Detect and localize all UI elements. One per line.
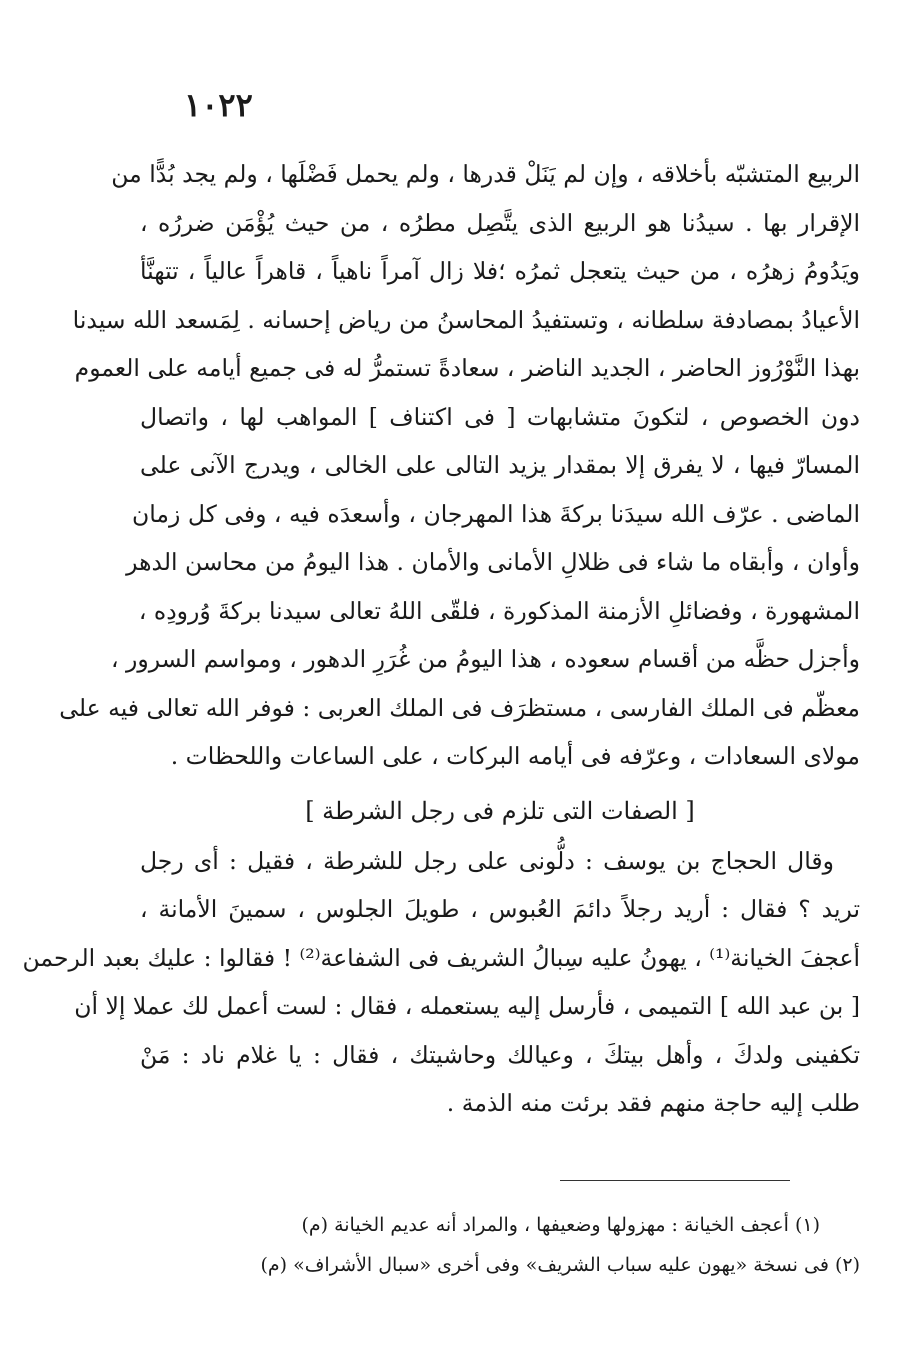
text-line: تريد ؟ فقال : أريد رجلاً دائمَ العُبوس ، طويلَ الجلوس ، سمينَ الأمانة ، [140,895,860,923]
text-line: الماضى . عرّف الله سيدَنا بركةَ هذا المهرجان ، وأسعدَه فيه ، وفى كل زمان [132,499,860,528]
text-line: تكفينى ولدكَ ، وأهل بيتكَ ، وعيالك وحاشيتك ، فقال : يا غلام ناد : مَنْ [140,1040,860,1069]
text-line: بهذا النَّوْرُوز الحاضر ، الجديد الناضر ، سعادةً تستمرُّ له فى جميع أيامه على العموم [74,354,860,382]
page-number: ١٠٢٢ [184,86,253,124]
text-line: طلب إليه حاجة منهم فقد برئت منه الذمة . [446,1089,860,1117]
text-line: الأعيادُ بمصادفة سلطانه ، وتستفيدُ المحاسنُ من رياض إحسانه . لِمَسعد الله سيدنا [72,305,860,334]
text-line: معظّم فى الملك الفارسى ، مستظرَف فى الملك العربى : فوفر الله تعالى فيه على [59,693,860,722]
text-line: [ بن عبد الله ] التميمى ، فأرسل إليه يستعمله ، فقال : لست أعمل لك عملا إلا أن [74,992,860,1020]
text-line: وأوان ، وأبقاه ما شاء فى ظلالِ الأمانى والأمان . هذا اليومُ من محاسن الدهر [126,548,860,576]
footnote-1: (١) أعجف الخيانة : مهزولها وضعيفها ، والمراد أنه عديم الخيانة (م) [301,1214,820,1236]
main-text [22,150,860,1128]
text-line: دون الخصوص ، لتكونَ متشابهات [ فى اكتناف ] المواهب لها ، واتصال [140,402,860,431]
text-line: أعجفَ الخيانة⁽¹⁾ ، يهونُ عليه سِبالُ الشريف فى الشفاعة⁽²⁾ ! فقالوا : عليك بعبد الرحمن [22,943,860,972]
text-line: الربيع المتشبّه بأخلاقه ، وإن لم يَنَلْ قدرها ، ولم يحمل فَضْلَها ، ولم يجد بُدًّا من [111,160,860,188]
footnotes [140,1205,860,1285]
footnote-2: (٢) فى نسخة «يهون عليه سباب الشريف» وفى أخرى «سبال الأشراف» (م) [260,1254,860,1276]
section-heading: [ الصفات التى تلزم فى رجل الشرطة ] [305,796,695,825]
text-line: ويَدُومُ زهرُه ، من حيث يتعجل ثمرُه ؛فلا زال آمراً ناهياً ، قاهراً عالياً ، تتهنَّأ [140,257,860,285]
text-line: مولاى السعادات ، وعرّفه فى أيامه البركات ، على الساعات واللحظات . [170,742,860,770]
text-line: وأجزل حظَّه من أقسام سعوده ، هذا اليومُ من غُرَرِ الدهور ، ومواسم السرور ، [110,645,860,673]
footnote-divider [560,1180,790,1181]
text-line: وقال الحجاج بن يوسف : دلُّونى على رجل للشرطة ، فقيل : أى رجل [140,846,834,875]
text-line: المشهورة ، وفضائلِ الأزمنة المذكورة ، فلقّى اللهُ تعالى سيدنا بركةَ وُرودِه ، [138,596,860,625]
text-line: الإقرار بها . سيدُنا هو الربيع الذى يتَّصِل مطرُه ، من حيث يُؤْمَن ضررُه ، [140,208,860,237]
text-line: المسارّ فيها ، لا يفرق إلا بمقدار يزيد التالى على الخالى ، ويدرج الآنى على [140,451,860,479]
